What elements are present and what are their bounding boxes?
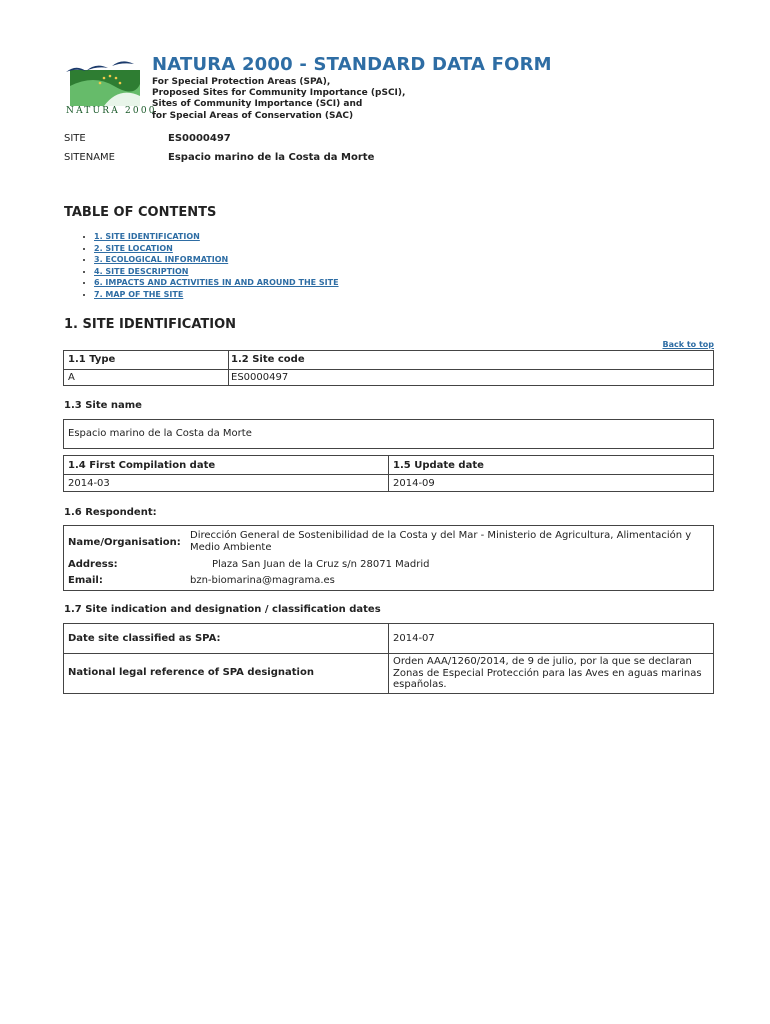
page-title: NATURA 2000 - STANDARD DATA FORM [152,54,552,75]
spa-date-value: 2014-07 [393,633,435,644]
toc-link-ecological-information[interactable]: 3. ECOLOGICAL INFORMATION [94,255,229,264]
address-value: Plaza San Juan de la Cruz s/n 28071 Madrid [212,559,430,570]
toc-item [94,277,339,289]
site-name-label: 1.3 Site name [64,400,142,411]
toc-link-impacts-activities[interactable]: 6. IMPACTS AND ACTIVITIES IN AND AROUND THE SITE [94,278,339,287]
toc-link-map[interactable]: 7. MAP OF THE SITE [94,289,184,299]
type-label: 1.1 Type [68,354,116,365]
name-organisation-value: Dirección General de Sostenibilidad de la Costa y del Mar - Ministerio de Agricultura, Alimentación y Medio Ambiente [190,530,692,553]
subtitle-line: Proposed Sites for Community Importance (pSCI), [152,88,406,99]
type-value: A [68,372,75,383]
toc-link-site-location[interactable]: 2. SITE LOCATION [94,243,173,253]
subtitle-line: For Special Protection Areas (SPA), [152,77,331,87]
toc-list [78,231,339,300]
divider [228,351,229,385]
email-label: Email: [68,575,103,586]
back-to-top-link[interactable]: Back to top [662,340,714,349]
logo-text: NATURA 2000 [66,106,157,116]
first-compilation-value: 2014-03 [68,478,110,489]
type-code-table [63,350,714,386]
update-date-label: 1.5 Update date [393,460,484,471]
spa-date-label: Date site classified as SPA: [68,633,221,644]
subtitle [152,77,405,122]
toc-item [94,231,339,243]
first-compilation-label: 1.4 First Compilation date [68,460,216,471]
legal-reference-value: Orden AAA/1260/2014, de 9 de julio, por la que se declaran Zonas de Especial Protección para las Aves en aguas marinas españolas. [393,656,702,690]
legal-reference-label: National legal reference of SPA designation [68,667,314,678]
toc-item [94,289,339,301]
name-organisation-label: Name/Organisation: [68,537,181,548]
divider [388,456,389,491]
update-date-value: 2014-09 [393,478,435,489]
address-label: Address: [68,559,118,570]
toc-item [94,254,339,266]
site-name-value: Espacio marino de la Costa da Morte [68,428,252,439]
dates-table [63,455,714,492]
divider [388,624,389,693]
toc-item [94,266,339,278]
site-label: SITE [64,133,86,144]
sitename-label: SITENAME [64,152,115,163]
divider [64,369,713,370]
respondent-table [63,525,714,591]
section-heading: 1. SITE IDENTIFICATION [64,317,237,332]
designation-table [63,623,714,694]
logo-graphic [64,56,144,106]
respondent-label: 1.6 Respondent: [64,507,157,518]
toc-link-site-description[interactable]: 4. SITE DESCRIPTION [94,266,189,276]
subtitle-line: Sites of Community Importance (SCI) and [152,99,363,110]
site-value: ES0000497 [168,133,231,144]
subtitle-line: for Special Areas of Conservation (SAC) [152,110,354,121]
site-code-label: 1.2 Site code [231,354,305,365]
toc-heading: TABLE OF CONTENTS [64,205,217,220]
toc-link-site-identification[interactable]: 1. SITE IDENTIFICATION [94,232,200,241]
sitename-value: Espacio marino de la Costa da Morte [168,152,375,163]
toc-item [94,243,339,255]
email-value: bzn-biomarina@magrama.es [190,575,335,586]
designation-label: 1.7 Site indication and designation / classification dates [64,604,381,615]
site-code-value: ES0000497 [231,372,289,383]
site-name-box [63,419,714,449]
